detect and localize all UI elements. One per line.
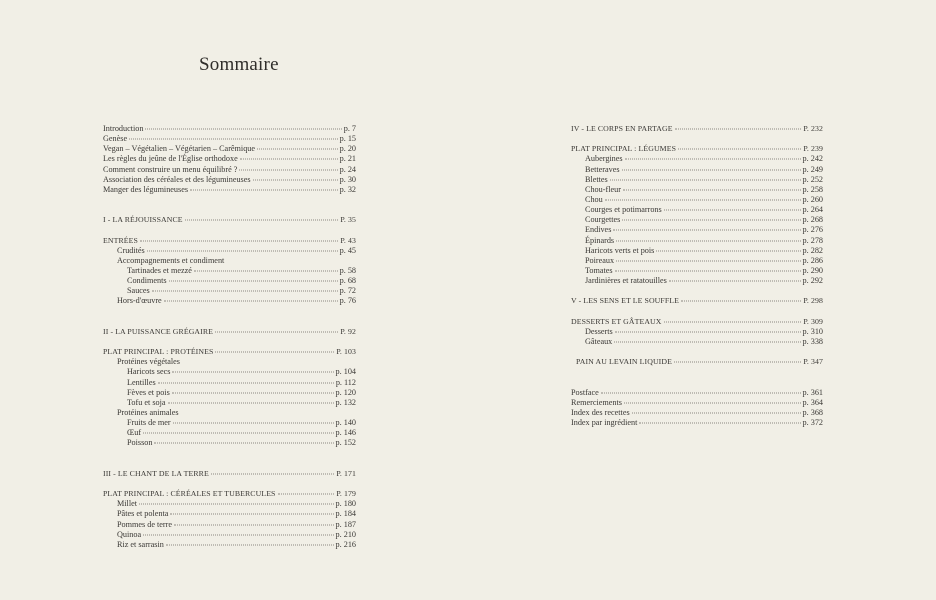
toc-entry-label: DESSERTS ET GÂTEAUX xyxy=(571,316,662,326)
toc-page-number: P. 232 xyxy=(803,124,823,133)
dot-leader xyxy=(601,392,801,393)
toc-entry-desserts-et-gateaux[interactable] xyxy=(571,317,823,327)
toc-entry-label: Gâteaux xyxy=(585,336,613,346)
toc-page-number: P. 309 xyxy=(803,316,823,326)
toc-entry-label: I - LA RÉJOUISSANCE xyxy=(103,215,183,225)
toc-page-number: p. 276 xyxy=(802,225,823,235)
dot-leader xyxy=(681,301,801,302)
toc-entry-label: Protéines végétales xyxy=(117,357,180,367)
toc-page-number: p. 210 xyxy=(335,529,356,539)
toc-entry-remerciements[interactable] xyxy=(571,398,823,408)
dot-leader xyxy=(623,189,801,190)
toc-page-number: p. 32 xyxy=(339,184,356,194)
toc-page-number: p. 282 xyxy=(802,245,823,255)
toc-page-number: p. 290 xyxy=(802,265,823,275)
toc-entry-tofu-et-soja[interactable] xyxy=(103,398,356,408)
toc-page-number: p. 216 xyxy=(335,539,356,549)
toc-entry-label: Remerciements xyxy=(571,397,622,407)
toc-page-number: P. 43 xyxy=(340,235,356,245)
toc-page-number: P. 35 xyxy=(340,215,356,225)
toc-entry-label: Pommes de terre xyxy=(117,519,173,529)
toc-entry-label: Jardinières et ratatouilles xyxy=(585,276,667,286)
toc-entry-label: II - LA PUISSANCE GRÉGAIRE xyxy=(103,326,214,336)
toc-entry-plat-principal-proteines[interactable] xyxy=(103,347,356,357)
toc-entry-lentilles[interactable] xyxy=(103,378,356,388)
toc-subheading-proteines-animales[interactable] xyxy=(103,408,356,418)
toc-column-left xyxy=(103,124,356,550)
toc-spacer xyxy=(103,337,356,347)
toc-entry-courges-et-potimarrons[interactable] xyxy=(571,205,823,215)
dot-leader xyxy=(675,129,802,130)
dot-leader xyxy=(173,423,334,424)
toc-entry-label: Épinards xyxy=(585,235,615,245)
toc-page-number: p. 30 xyxy=(339,174,356,184)
toc-entry-chou[interactable] xyxy=(571,195,823,205)
toc-entry-aubergines[interactable] xyxy=(571,154,823,164)
dot-leader xyxy=(190,189,338,190)
toc-entry-label: Tofu et soja xyxy=(127,397,166,407)
toc-spacer xyxy=(571,286,823,296)
toc-entry-label: PAIN AU LEVAIN LIQUIDE xyxy=(576,357,672,367)
toc-page-number: p. 258 xyxy=(802,184,823,194)
toc-entry-label: Chou xyxy=(585,194,603,204)
toc-spacer xyxy=(571,367,823,387)
toc-page-number: p. 278 xyxy=(802,235,823,245)
toc-entry-label: Condiments xyxy=(127,276,167,286)
toc-page-number: p. 249 xyxy=(802,164,823,174)
toc-entry-desserts[interactable] xyxy=(571,327,823,337)
toc-page-number: p. 364 xyxy=(802,397,823,407)
toc-entry-tartinades-et-mezze[interactable] xyxy=(103,266,356,276)
toc-entry-les-regles-du-jeune-de-l-eglise-orthodoxe[interactable] xyxy=(103,154,356,164)
toc-spacer xyxy=(103,195,356,215)
toc-entry-courgettes[interactable] xyxy=(571,215,823,225)
toc-entry-label: Les règles du jeûne de l'Église orthodoxe xyxy=(103,154,238,164)
toc-entry-label: PLAT PRINCIPAL : CÉRÉALES ET TUBERCULES xyxy=(103,489,276,499)
dot-leader xyxy=(185,220,339,221)
dot-leader xyxy=(669,281,801,282)
dot-leader xyxy=(615,270,801,271)
toc-page-number: p. 20 xyxy=(339,144,356,154)
dot-leader xyxy=(624,402,801,403)
toc-page-number: p. 242 xyxy=(802,154,823,164)
toc-entry-label: Desserts xyxy=(585,326,613,336)
toc-entry-label: Association des céréales et des légumineuses xyxy=(103,174,251,184)
toc-entry-label: Hors-d'œuvre xyxy=(117,296,162,306)
dot-leader xyxy=(678,149,801,150)
dot-leader xyxy=(139,504,334,505)
toc-page-number: P. 92 xyxy=(340,326,356,336)
toc-entry-label: Œuf xyxy=(127,428,142,438)
toc-entry-association-des-cereales-et-des-legumineuses[interactable] xyxy=(103,175,356,185)
toc-entry-label: Pâtes et polenta xyxy=(117,509,169,519)
toc-page-number: p. 268 xyxy=(802,215,823,225)
toc-spacer xyxy=(571,134,823,144)
toc-entry-iv-le-corps-en-partage[interactable] xyxy=(571,124,823,134)
dot-leader xyxy=(154,443,333,444)
toc-page-number: P. 171 xyxy=(336,468,356,478)
toc-page-number: p. 368 xyxy=(802,407,823,417)
toc-entry-haricots-verts-et-pois[interactable] xyxy=(571,246,823,256)
toc-entry-introduction[interactable] xyxy=(103,124,356,134)
toc-page-number: p. 120 xyxy=(335,387,356,397)
toc-entry-millet[interactable] xyxy=(103,499,356,509)
toc-entry-blettes[interactable] xyxy=(571,175,823,185)
toc-entry-feves-et-pois[interactable] xyxy=(103,388,356,398)
dot-leader xyxy=(278,494,335,495)
toc-entry-pain-au-levain-liquide[interactable] xyxy=(571,357,823,367)
toc-entry-label: Haricots secs xyxy=(127,367,171,377)
toc-entry-poisson[interactable] xyxy=(103,438,356,448)
toc-spacer xyxy=(103,307,356,327)
dot-leader xyxy=(616,260,800,261)
dot-leader xyxy=(656,250,800,251)
toc-entry-jardinieres-et-ratatouilles[interactable] xyxy=(571,276,823,286)
toc-spacer xyxy=(571,347,823,357)
toc-entry-label: Poisson xyxy=(127,438,153,448)
toc-page-number: p. 132 xyxy=(335,397,356,407)
toc-entry-epinards[interactable] xyxy=(571,236,823,246)
toc-entry-hors-d-uvre[interactable] xyxy=(103,296,356,306)
dot-leader xyxy=(152,291,338,292)
toc-entry-label: Genèse xyxy=(103,134,128,144)
dot-leader xyxy=(140,240,338,241)
dot-leader xyxy=(164,301,338,302)
toc-page-number: p. 264 xyxy=(802,205,823,215)
toc-entry-label: Tomates xyxy=(585,265,613,275)
toc-spacer xyxy=(103,479,356,489)
dot-leader xyxy=(143,534,333,535)
toc-entry-uf[interactable] xyxy=(103,428,356,438)
dot-leader xyxy=(129,139,338,140)
dot-leader xyxy=(614,341,800,342)
toc-page-number: p. 7 xyxy=(343,124,356,133)
dot-leader xyxy=(194,270,338,271)
dot-leader xyxy=(168,402,334,403)
toc-entry-label: Betteraves xyxy=(585,164,620,174)
toc-entry-entrees[interactable] xyxy=(103,236,356,246)
toc-entry-condiments[interactable] xyxy=(103,276,356,286)
toc-page-number: p. 24 xyxy=(339,164,356,174)
toc-entry-quinoa[interactable] xyxy=(103,530,356,540)
toc-entry-label: Riz et sarrasin xyxy=(117,539,164,549)
toc-entry-ii-la-puissance-gregaire[interactable] xyxy=(103,327,356,337)
dot-leader xyxy=(253,179,338,180)
toc-page-number: P. 347 xyxy=(803,357,823,367)
toc-spacer xyxy=(103,225,356,235)
toc-page-number: p. 372 xyxy=(802,418,823,428)
toc-entry-gateaux[interactable] xyxy=(571,337,823,347)
dot-leader xyxy=(172,392,334,393)
toc-page-number: p. 292 xyxy=(802,276,823,286)
toc-entry-label: IV - LE CORPS EN PARTAGE xyxy=(571,124,673,133)
toc-entry-chou-fleur[interactable] xyxy=(571,185,823,195)
toc-entry-postface[interactable] xyxy=(571,388,823,398)
dot-leader xyxy=(625,159,801,160)
toc-entry-pommes-de-terre[interactable] xyxy=(103,520,356,530)
toc-entry-label: V - LES SENS ET LE SOUFFLE xyxy=(571,296,680,306)
toc-entry-label: PLAT PRINCIPAL : PROTÉINES xyxy=(103,347,214,357)
dot-leader xyxy=(215,352,334,353)
dot-leader xyxy=(664,210,801,211)
toc-entry-comment-construire-un-menu-equilibre[interactable] xyxy=(103,165,356,175)
toc-page-number: p. 338 xyxy=(802,336,823,346)
page-title: Sommaire xyxy=(199,54,279,75)
toc-column-right xyxy=(571,124,823,428)
toc-entry-tomates[interactable] xyxy=(571,266,823,276)
toc-entry-label: Courges et potimarrons xyxy=(585,205,662,215)
toc-entry-fruits-de-mer[interactable] xyxy=(103,418,356,428)
toc-page-number: p. 184 xyxy=(335,509,356,519)
toc-entry-label: Fèves et pois xyxy=(127,387,170,397)
toc-entry-vegan-vegetalien-vegetarien-caremique[interactable] xyxy=(103,144,356,154)
toc-entry-label: Protéines animales xyxy=(117,407,179,417)
toc-subheading-accompagnements-et-condiment[interactable] xyxy=(103,256,356,266)
dot-leader xyxy=(174,524,334,525)
toc-entry-label: Chou-fleur xyxy=(585,184,621,194)
toc-entry-genese[interactable] xyxy=(103,134,356,144)
toc-page-number: p. 187 xyxy=(335,519,356,529)
dot-leader xyxy=(240,159,338,160)
dot-leader xyxy=(622,169,801,170)
dot-leader xyxy=(615,331,801,332)
toc-page-number: p. 45 xyxy=(339,245,356,255)
toc-entry-index-des-recettes[interactable] xyxy=(571,408,823,418)
toc-entry-label: Index par ingrédient xyxy=(571,418,638,428)
toc-entry-index-par-ingredient[interactable] xyxy=(571,418,823,428)
toc-entry-label: Poireaux xyxy=(585,255,615,265)
toc-entry-label: III - LE CHANT DE LA TERRE xyxy=(103,468,209,478)
toc-page-number: p. 76 xyxy=(339,296,356,306)
toc-page-number: P. 103 xyxy=(336,347,356,357)
toc-entry-riz-et-sarrasin[interactable] xyxy=(103,540,356,550)
dot-leader xyxy=(145,129,341,130)
toc-page-number: p. 72 xyxy=(339,286,356,296)
toc-spacer xyxy=(571,307,823,317)
toc-page-number: p. 180 xyxy=(335,499,356,509)
toc-entry-endives[interactable] xyxy=(571,225,823,235)
dot-leader xyxy=(172,372,333,373)
dot-leader xyxy=(158,382,334,383)
toc-entry-label: Millet xyxy=(117,499,138,509)
dot-leader xyxy=(170,514,333,515)
toc-entry-pates-et-polenta[interactable] xyxy=(103,509,356,519)
toc-entry-label: Haricots verts et pois xyxy=(585,245,655,255)
dot-leader xyxy=(239,169,337,170)
toc-entry-label: Accompagnements et condiment xyxy=(117,255,225,265)
toc-subheading-proteines-vegetales[interactable] xyxy=(103,357,356,367)
toc-entry-plat-principal-cereales-et-tubercules[interactable] xyxy=(103,489,356,499)
dot-leader xyxy=(664,321,802,322)
toc-entry-label: Comment construire un menu équilibré ? xyxy=(103,164,238,174)
toc-entry-label: Vegan – Végétalien – Végétarien – Carêmique xyxy=(103,144,256,154)
toc-entry-label: Lentilles xyxy=(127,377,156,387)
toc-entry-label: Tartinades et mezzé xyxy=(127,265,192,275)
toc-entry-manger-des-legumineuses[interactable] xyxy=(103,185,356,195)
dot-leader xyxy=(166,544,334,545)
dot-leader xyxy=(169,281,338,282)
toc-page-number: p. 140 xyxy=(335,418,356,428)
toc-page-number: p. 152 xyxy=(335,438,356,448)
toc-page-number: P. 298 xyxy=(803,296,823,306)
toc-page-number: p. 361 xyxy=(802,387,823,397)
dot-leader xyxy=(215,331,338,332)
toc-entry-label: Index des recettes xyxy=(571,407,630,417)
dot-leader xyxy=(147,250,338,251)
toc-entry-label: Crudités xyxy=(117,245,145,255)
toc-entry-label: Sauces xyxy=(127,286,150,296)
toc-page-number: p. 146 xyxy=(335,428,356,438)
toc-entry-label: Aubergines xyxy=(585,154,623,164)
toc-page-number: p. 252 xyxy=(802,174,823,184)
toc-entry-sauces[interactable] xyxy=(103,286,356,296)
dot-leader xyxy=(610,179,801,180)
dot-leader xyxy=(632,412,801,413)
toc-entry-betteraves[interactable] xyxy=(571,165,823,175)
toc-entry-label: PLAT PRINCIPAL : LÉGUMES xyxy=(571,144,677,154)
toc-spacer xyxy=(103,449,356,469)
toc-entry-label: Fruits de mer xyxy=(127,418,171,428)
toc-entry-label: Quinoa xyxy=(117,529,142,539)
toc-entry-label: Endives xyxy=(585,225,612,235)
toc-page-number: p. 68 xyxy=(339,276,356,286)
toc-page-number: p. 21 xyxy=(339,154,356,164)
toc-page-number: p. 310 xyxy=(802,326,823,336)
toc-page-number: p. 286 xyxy=(802,255,823,265)
toc-entry-i-la-rejouissance[interactable] xyxy=(103,215,356,225)
dot-leader xyxy=(211,473,335,474)
toc-entry-label: Manger des légumineuses xyxy=(103,184,189,194)
toc-entry-label: Introduction xyxy=(103,124,144,133)
toc-page-number: p. 58 xyxy=(339,265,356,275)
toc-page-number: p. 104 xyxy=(335,367,356,377)
toc-entry-crudites[interactable] xyxy=(103,246,356,256)
toc-entry-label: Courgettes xyxy=(585,215,621,225)
toc-entry-label: Blettes xyxy=(585,174,608,184)
dot-leader xyxy=(616,240,800,241)
toc-entry-label: Postface xyxy=(571,387,599,397)
dot-leader xyxy=(605,199,801,200)
toc-page-number: p. 15 xyxy=(339,134,356,144)
toc-page-number: p. 112 xyxy=(335,377,356,387)
dot-leader xyxy=(639,423,800,424)
dot-leader xyxy=(674,362,801,363)
dot-leader xyxy=(613,230,800,231)
toc-entry-iii-le-chant-de-la-terre[interactable] xyxy=(103,469,356,479)
toc-page-number: P. 179 xyxy=(336,489,356,499)
toc-entry-poireaux[interactable] xyxy=(571,256,823,266)
toc-page-number: P. 239 xyxy=(803,144,823,154)
toc-entry-label: ENTRÉES xyxy=(103,235,138,245)
dot-leader xyxy=(257,149,338,150)
toc-entry-plat-principal-legumes[interactable] xyxy=(571,144,823,154)
dot-leader xyxy=(143,433,333,434)
toc-page-number: p. 260 xyxy=(802,194,823,204)
dot-leader xyxy=(622,220,800,221)
toc-entry-v-les-sens-et-le-souffle[interactable] xyxy=(571,296,823,306)
toc-entry-haricots-secs[interactable] xyxy=(103,367,356,377)
